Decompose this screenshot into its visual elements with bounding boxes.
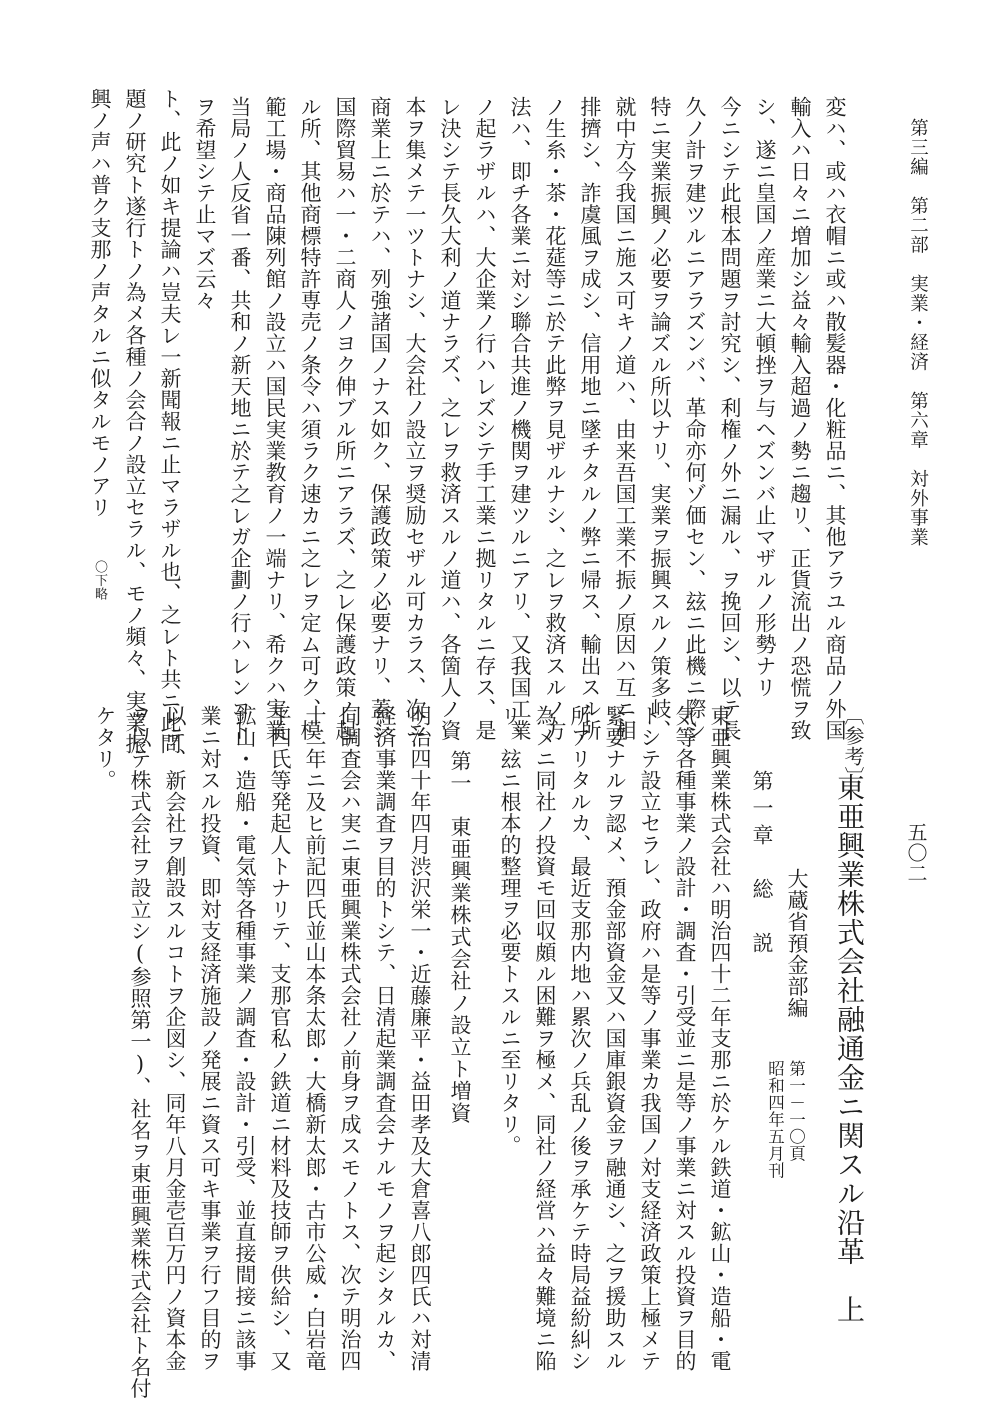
text-line: 本ヲ集メテ一ツトナシ、大会社ノ設立ヲ奨励セザル可カラス、次ニ (403, 96, 427, 741)
text-line: ト、此ノ如キ提論ハ豈夫レ一新聞報ニ止マラザル也、之レト共ニ此問 (158, 88, 182, 755)
text-line: ケタリ。 (93, 705, 117, 791)
text-line: 範工場・商品陳列館ノ設立ハ国民実業教育ノ一端ナリ、希クハ実業 (263, 96, 287, 741)
text-line: ノ起ラザルハ、大企業ノ行ハレズシテ手工業ニ拠リタルニ存ス、是 (473, 96, 497, 741)
text-line: 業ニ対スル投資、即対支経済施設ノ発展ニ資ス可キ事業ヲ行フ目的ヲ (198, 705, 222, 1372)
text-line: 鉱山・造船・電気等各種事業ノ調査・設計・引受、並直接間接ニ該事 (233, 705, 257, 1372)
text-line: ノ生糸・茶・花莚等ニ於テ此弊ヲ見ザルナシ、之レヲ救済スルノ方 (543, 96, 567, 741)
text-line: 就中方今我国ニ施ス可キノ道ハ、由来吾国工業不振ノ原因ハ互ニ相 (613, 96, 637, 741)
text-line: 所アリタルカ、最近支那内地ハ累次ノ兵乱ノ後ヲ承ケテ時局益紛糾シ (568, 705, 592, 1372)
reference-tag: 〔参考〕 (841, 705, 865, 787)
text-line: リ、玆ニ根本的整理ヲ必要トスルニ至リタリ。 (498, 705, 522, 1157)
text-line: 久ノ計ヲ建ツルニアラズンバ、革命亦何ゾ価セン、玆ニ此機ニ際シ (683, 96, 707, 741)
source-date: 昭和四年五月刊 (765, 1060, 785, 1179)
article-title: 東亜興業株式会社融通金ニ関スル沿革 上 (833, 773, 866, 1324)
text-line: 明治四十年四月渋沢栄一・近藤廉平・益田孝及大倉喜八郎四氏ハ対清 (408, 705, 432, 1372)
text-line: 経済事業調査ヲ目的トシテ、日清起業調査会ナルモノヲ起シタルカ、 (373, 705, 397, 1372)
source-pages: 第一－一〇頁 (786, 1060, 806, 1162)
text-line: 商業上ニ於テハ、列強諸国ノナス如ク、保護政策ノ必要ナリ、蓋シ (368, 96, 392, 741)
text-line: 今ニシテ此根本問題ヲ討究シ、利権ノ外ニ漏ル、ヲ挽回シ、以テ長 (718, 96, 742, 741)
text-line: レ決シテ長久大利ノ道ナラズ、之レヲ救済スルノ道ハ、各箇人ノ資 (438, 96, 462, 741)
text-line: 緊要ナルヲ認メ、預金部資金又ハ国庫銀資金ヲ融通シ、之ヲ援助スル (603, 705, 627, 1372)
running-head: 第三編 第二部 実業・経済 第六章 対外事業 (907, 118, 929, 547)
chapter-heading: 第一章 総 説 (750, 770, 774, 959)
text-line: 同調査会ハ実ニ東亜興業株式会社ノ前身ヲ成スモノトス、次テ明治四 (338, 705, 362, 1372)
text-line: 国際貿易ハ一・二商人ノヨク伸ブル所ニアラズ、之レ保護政策ノ起 (333, 96, 357, 741)
text-line: 変ハ、或ハ衣帽ニ或ハ散髪器・化粧品ニ、其他アラユル商品ノ外国 (823, 96, 847, 741)
text-line: 特ニ実業振興ノ必要ヲ論ズル所以ナリ、実業ヲ振興スルノ策多岐、 (648, 96, 672, 741)
page-number: 五〇二 (904, 822, 928, 884)
text-line: ヲ以テ株式会社ヲ設立シ(参照第一)、社名ヲ東亜興業株式会社ト名付 (128, 705, 152, 1399)
omission-note: 〇下略 (92, 560, 107, 601)
text-line: 気等各種事業ノ設計・調査・引受並ニ是等ノ事業ニ対スル投資ヲ目的 (673, 705, 697, 1372)
text-line: 法ハ、即チ各業ニ対シ聯合共進ノ機関ヲ建ツルニアリ、又我国工業 (508, 96, 532, 741)
article-author: 大蔵省預金部編 (785, 868, 809, 1019)
text-line: 興ノ声ハ普ク支那ノ声タルニ似タルモノアリ (88, 88, 112, 518)
text-line: シ、遂ニ皇国ノ産業ニ大頓挫ヲ与ヘズンバ止マザルノ形勢ナリ (753, 96, 777, 698)
text-line: 平四氏等発起人トナリテ、支那官私ノ鉄道ニ材料及技師ヲ供給シ、又 (268, 705, 292, 1372)
text-line: 以テ、新会社ヲ創設スルコトヲ企図シ、同年八月金壱百万円ノ資本金 (163, 705, 187, 1372)
text-line: 当局ノ人反省一番、共和ノ新天地ニ於テ之レガ企劃ノ行ハレンコト (228, 96, 252, 741)
section-heading: 第一 東亜興業株式会社ノ設立ト増資 (448, 750, 472, 1124)
text-line: 排擠シ、詐虞風ヲ成シ、信用地ニ墜チタルノ弊ニ帰ス、輸出スル所 (578, 96, 602, 741)
text-line: トシテ設立セラレ、政府ハ是等ノ事業カ我国ノ対支経済政策上極メテ (638, 705, 662, 1372)
text-line: 東亜興業株式会社ハ明治四十二年支那ニ於ケル鉄道・鉱山・造船・電 (708, 705, 732, 1372)
text-line: ヲ希望シテ止マズ云々 (193, 96, 217, 311)
text-line: 為メニ同社ノ投資モ回収頗ル困難ヲ極メ、同社ノ経営ハ益々難境ニ陥 (533, 705, 557, 1372)
text-line: 十二年ニ及ヒ前記四氏並山本条太郎・大橋新太郎・古市公威・白岩竜 (303, 705, 327, 1372)
text-line: 題ノ研究ト遂行トノ為メ各種ノ会合ノ設立セラル、モノ頻々、実業振 (123, 88, 147, 755)
text-line: ル所、其他商標特許専売ノ条令ハ須ラク速カニ之レヲ定ム可ク、模 (298, 96, 322, 741)
text-line: 輸入ハ日々ニ増加シ益々輸入超過ノ勢ニ趨リ、正貨流出ノ恐慌ヲ致 (788, 96, 812, 741)
